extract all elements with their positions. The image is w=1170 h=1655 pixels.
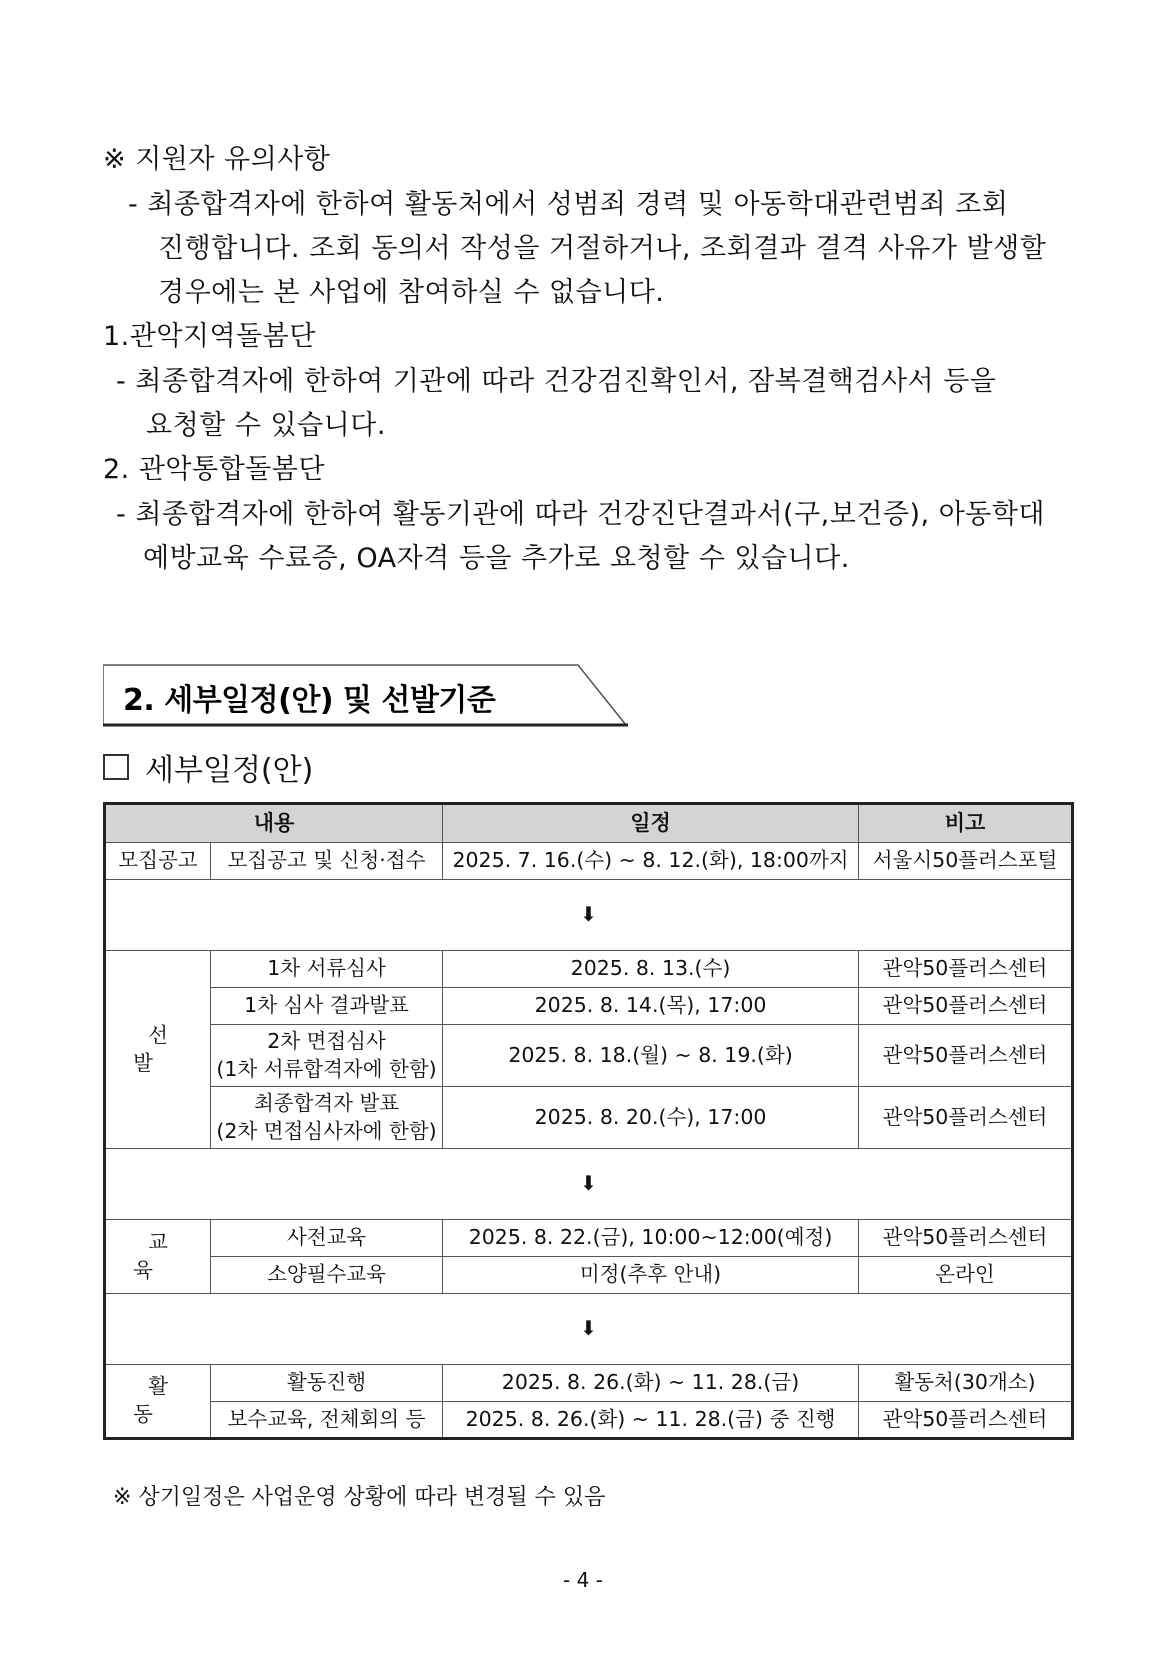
header-content: 내용 — [105, 804, 443, 843]
item-sublabel: (2차 면접심사자에 한함) — [216, 1118, 437, 1143]
note-cell: 관악50플러스센터 — [859, 1025, 1073, 1087]
date-cell: 2025. 8. 13.(수) — [443, 951, 859, 988]
date-cell: 2025. 8. 18.(월) ~ 8. 19.(화) — [443, 1025, 859, 1087]
item-cell — [211, 1025, 443, 1087]
date-cell: 2025. 8. 26.(화) ~ 11. 28.(금) 중 진행 — [443, 1402, 859, 1439]
arrow-row — [105, 1294, 1073, 1365]
arrow-cell — [105, 1294, 1073, 1365]
date-cell: 2025. 8. 14.(목), 17:00 — [443, 988, 859, 1025]
section-banner — [103, 663, 628, 727]
table-row — [105, 1220, 1073, 1257]
arrow-row — [105, 1149, 1073, 1220]
table-row — [105, 1087, 1073, 1149]
date-cell: 2025. 7. 16.(수) ~ 8. 12.(화), 18:00까지 — [443, 843, 859, 880]
schedule-subheading — [103, 745, 313, 789]
notice-line: - 최종합격자에 한하여 활동기관에 따라 건강진단결과서(구,보건증), 아동학대 — [116, 499, 1046, 530]
footnote: ※ 상기일정은 사업운영 상황에 따라 변경될 수 있음 — [113, 1485, 606, 1510]
item-cell: 1차 심사 결과발표 — [211, 988, 443, 1025]
arrow-row — [105, 880, 1073, 951]
down-arrow-icon: ⬇ — [580, 1316, 597, 1341]
item-cell: 보수교육, 전체회의 등 — [211, 1402, 443, 1439]
table-row — [105, 1257, 1073, 1294]
notice-line: 예방교육 수료증, OA자격 등을 추가로 요청할 수 있습니다. — [143, 543, 850, 574]
item-cell: 소양필수교육 — [211, 1257, 443, 1294]
category-cell: 활 동 — [105, 1365, 211, 1439]
notice-line: 경우에는 본 사업에 참여하실 수 없습니다. — [158, 277, 665, 308]
arrow-cell — [105, 880, 1073, 951]
notice-line: 진행합니다. 조회 동의서 작성을 거절하거나, 조회결과 결격 사유가 발생할 — [158, 233, 1047, 264]
table-row — [105, 988, 1073, 1025]
note-cell: 관악50플러스센터 — [859, 988, 1073, 1025]
note-cell: 활동처(30개소) — [859, 1365, 1073, 1402]
item-sublabel: (1차 서류합격자에 한함) — [216, 1056, 437, 1081]
down-arrow-icon: ⬇ — [580, 1171, 597, 1196]
item-cell — [211, 1087, 443, 1149]
table-header-row — [105, 804, 1073, 843]
item-label: 2차 면접심사 — [267, 1028, 386, 1053]
notice-title: ※ 지원자 유의사항 — [103, 144, 331, 175]
note-cell: 온라인 — [859, 1257, 1073, 1294]
table-row — [105, 951, 1073, 988]
category-cell: 교 육 — [105, 1220, 211, 1294]
notice-line: 요청할 수 있습니다. — [146, 410, 386, 441]
note-cell: 관악50플러스센터 — [859, 1402, 1073, 1439]
item-cell: 모집공고 및 신청·접수 — [211, 843, 443, 880]
subheading-label: 세부일정(안) — [145, 753, 314, 788]
down-arrow-icon: ⬇ — [580, 902, 597, 927]
note-cell: 관악50플러스센터 — [859, 951, 1073, 988]
checkbox-icon — [103, 754, 129, 780]
note-cell: 관악50플러스센터 — [859, 1220, 1073, 1257]
category-cell: 선 발 — [105, 951, 211, 1149]
date-cell: 2025. 8. 26.(화) ~ 11. 28.(금) — [443, 1365, 859, 1402]
header-schedule: 일정 — [443, 804, 859, 843]
subsection-heading: 2. 관악통합돌봄단 — [103, 454, 325, 485]
page-number: - 4 - — [563, 1568, 603, 1592]
note-cell: 관악50플러스센터 — [859, 1087, 1073, 1149]
subsection-heading: 1.관악지역돌봄단 — [103, 321, 316, 352]
arrow-cell — [105, 1149, 1073, 1220]
section-title: 2. 세부일정(안) 및 선발기준 — [123, 683, 496, 718]
date-cell: 2025. 8. 20.(수), 17:00 — [443, 1087, 859, 1149]
note-cell: 서울시50플러스포털 — [859, 843, 1073, 880]
category-cell: 모집공고 — [105, 843, 211, 880]
notice-line: - 최종합격자에 한하여 기관에 따라 건강검진확인서, 잠복결핵검사서 등을 — [116, 366, 997, 397]
date-cell: 2025. 8. 22.(금), 10:00~12:00(예정) — [443, 1220, 859, 1257]
table-row — [105, 1365, 1073, 1402]
table-row — [105, 1402, 1073, 1439]
notice-line: - 최종합격자에 한하여 활동처에서 성범죄 경력 및 아동학대관련범죄 조회 — [128, 189, 1009, 220]
item-cell: 1차 서류심사 — [211, 951, 443, 988]
item-label: 최종합격자 발표 — [253, 1090, 400, 1115]
date-cell: 미정(추후 안내) — [443, 1257, 859, 1294]
header-note: 비고 — [859, 804, 1073, 843]
table-row — [105, 1025, 1073, 1087]
item-cell: 활동진행 — [211, 1365, 443, 1402]
table-row — [105, 843, 1073, 880]
schedule-table — [103, 802, 1074, 1440]
item-cell: 사전교육 — [211, 1220, 443, 1257]
